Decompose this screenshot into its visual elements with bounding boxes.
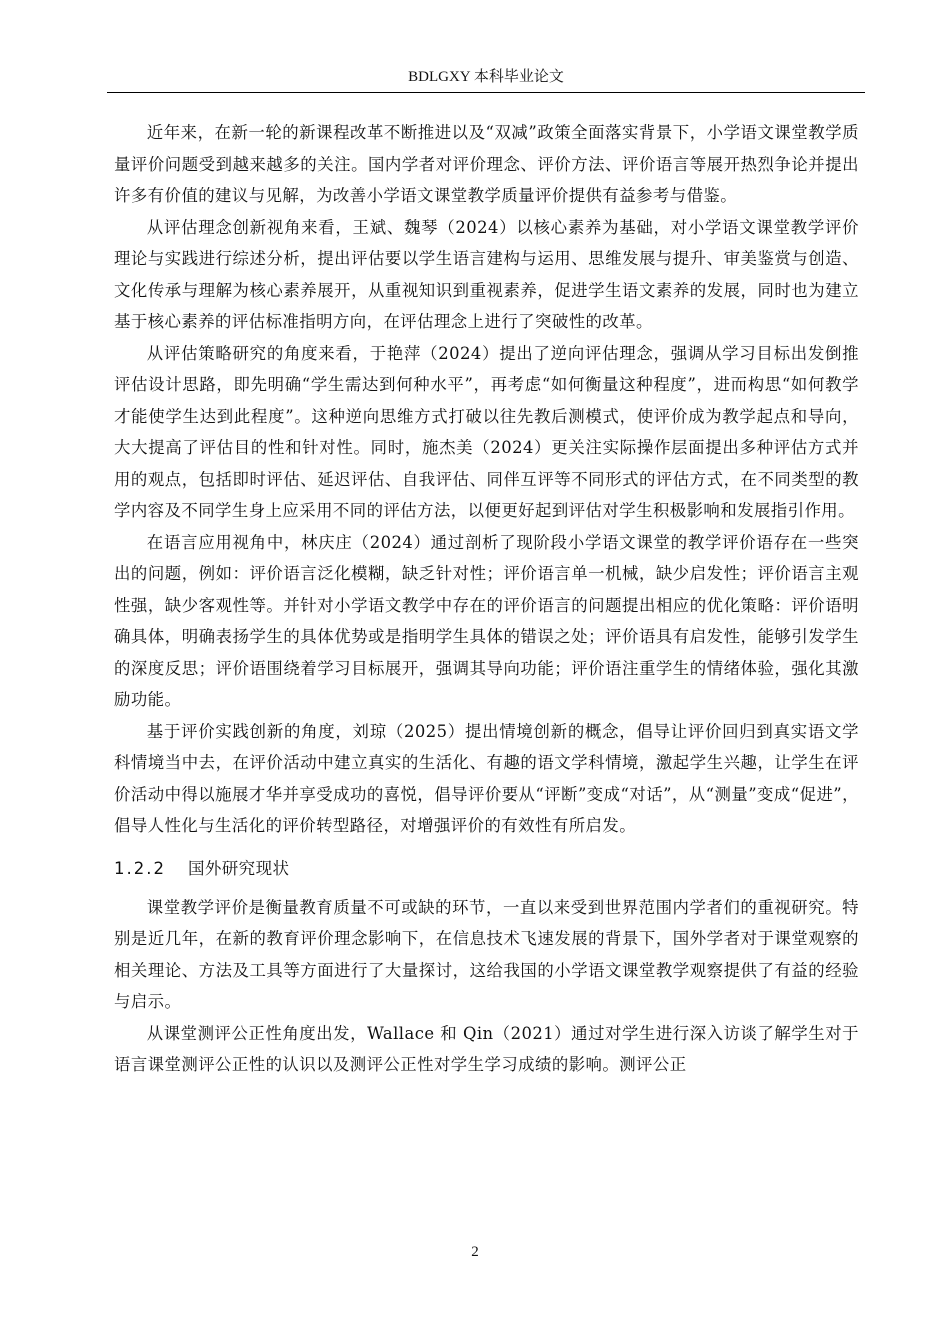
header-title: BDLGXY 本科毕业论文 [408,69,564,85]
body-paragraph: 课堂教学评价是衡量教育质量不可或缺的环节，一直以来受到世界范围内学者们的重视研究。特别是近几年，在新的教育评价理念影响下，在信息技术飞速发展的背景下，国外学者对于课堂观察的相关理论、方法及工具等方面进行了大量探讨，这给我国的小学语文课堂教学观察提供了有益的经验与启示。 [114,897,859,1011]
page-header [107,66,865,93]
body-paragraph: 基于评价实践创新的角度，刘琼（2025）提出情境创新的概念，倡导让评价回归到真实语文学科情境当中去，在评价活动中建立真实的生活化、有趣的语文学科情境，激起学生兴趣，让学生在评价活动中得以施展才华并享受成功的喜悦，倡导评价要从“评断”变成“对话”，从“测量”变成“促进”，倡导人性化与生活化的评价转型路径，对增强评价的有效性有所启发。 [114,721,859,835]
body-paragraph: 从评估理念创新视角来看，王斌、魏琴（2024）以核心素养为基础，对小学语文课堂教学评价理论与实践进行综述分析，提出评估要以学生语言建构与运用、思维发展与提升、审美鉴赏与创造、文化传承与理解为核心素养展开，从重视知识到重视素养，促进学生语文素养的发展，同时也为建立基于核心素养的评估标准指明方向，在评估理念上进行了突破性的改革。 [114,217,859,331]
section-number: 1.2.2 [114,858,166,878]
body-paragraph: 近年来，在新一轮的新课程改革不断推进以及“双减”政策全面落实背景下，小学语文课堂教学质量评价问题受到越来越多的关注。国内学者对评价理念、评价方法、评价语言等展开热烈争论并提出许多有价值的建议与见解，为改善小学语文课堂教学质量评价提供有益参考与借鉴。 [114,123,859,205]
section-heading [114,854,859,884]
page-body [114,117,859,1081]
body-paragraph: 从课堂测评公正性角度出发，Wallace 和 Qin（2021）通过对学生进行深入访谈了解学生对于语言课堂测评公正性的认识以及测评公正性对学生学习成绩的影响。测评公正 [114,1023,859,1074]
body-paragraph: 从评估策略研究的角度来看，于艳萍（2024）提出了逆向评估理念，强调从学习目标出发倒推评估设计思路，即先明确“学生需达到何种水平”，再考虑“如何衡量这种程度”，进而构思“如何教学才能使学生达到此程度”。这种逆向思维方式打破以往先教后测模式，使评价成为教学起点和导向，大大提高了评估目的性和针对性。同时，施杰美（2024）更关注实际操作层面提出多种评估方式并用的观点，包括即时评估、延迟评估、自我评估、同伴互评等不同形式的评估方式，在不同类型的教学内容及不同学生身上应采用不同的评估方法，以便更好起到评估对学生积极影响和发展指引作用。 [114,343,859,520]
body-paragraph: 在语言应用视角中，林庆庄（2024）通过剖析了现阶段小学语文课堂的教学评价语存在一些突出的问题，例如：评价语言泛化模糊，缺乏针对性；评价语言单一机械，缺少启发性；评价语言主观性强，缺少客观性等。并针对小学语文教学中存在的评价语言的问题提出相应的优化策略：评价语明确具体，明确表扬学生的具体优势或是指明学生具体的错误之处；评价语具有启发性，能够引发学生的深度反思；评价语围绕着学习目标展开，强调其导向功能；评价语注重学生的情绪体验，强化其激励功能。 [114,532,859,709]
page-number: 2 [471,1244,479,1260]
section-title: 国外研究现状 [187,858,290,878]
